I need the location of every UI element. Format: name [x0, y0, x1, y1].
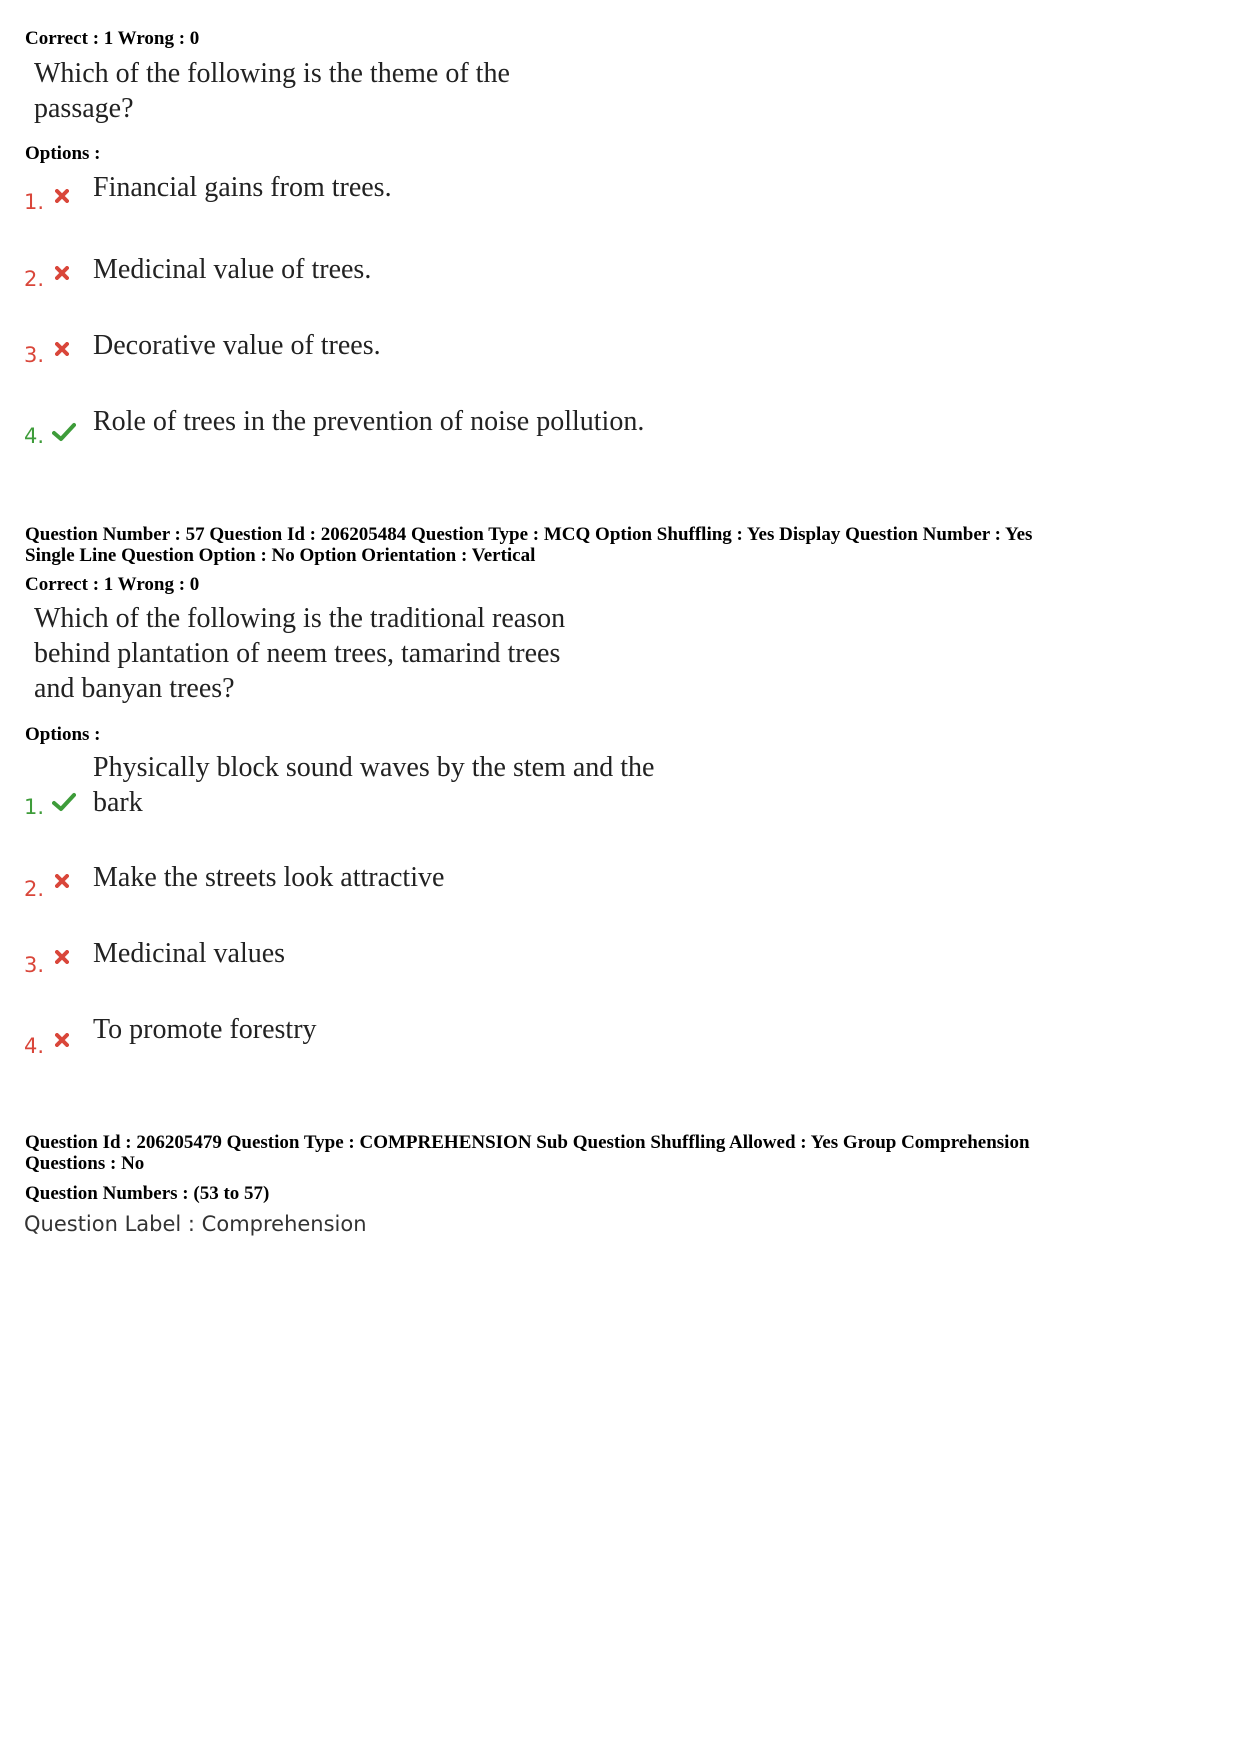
option-text: Make the streets look attractive: [93, 862, 445, 893]
options-label: Options :: [25, 143, 101, 164]
wrong-cross-icon: [55, 266, 69, 280]
wrong-cross-icon: [55, 1033, 69, 1047]
correct-check-icon: [52, 792, 76, 812]
option-number: 1.: [24, 190, 45, 214]
option-number: 1.: [24, 795, 45, 819]
question-text: Which of the following is the theme of the passage?: [34, 58, 510, 124]
option-text: Financial gains from trees.: [93, 172, 392, 203]
option-text: Decorative value of trees.: [93, 330, 381, 361]
question-meta: Question Number : 57 Question Id : 206205484 Question Type : MCQ Option Shuffling : Yes Display Question Number : Yes Single Line Question Option : No Option Orientation : Vertical: [25, 524, 1033, 566]
wrong-cross-icon: [55, 342, 69, 356]
option-text: To promote forestry: [93, 1014, 317, 1045]
option-text: Physically block sound waves by the stem and the bark: [93, 752, 655, 818]
wrong-cross-icon: [55, 950, 69, 964]
wrong-cross-icon: [55, 874, 69, 888]
comprehension-meta: Question Id : 206205479 Question Type : COMPREHENSION Sub Question Shuffling Allowed : Yes Group Comprehension Questions : No: [25, 1132, 1030, 1174]
score-line: Correct : 1 Wrong : 0: [25, 574, 200, 595]
option-text: Role of trees in the prevention of noise pollution.: [93, 406, 645, 437]
option-number: 2.: [24, 877, 45, 901]
option-number: 2.: [24, 267, 45, 291]
wrong-cross-icon: [55, 189, 69, 203]
correct-check-icon: [52, 422, 76, 442]
option-number: 3.: [24, 953, 45, 977]
score-line: Correct : 1 Wrong : 0: [25, 28, 200, 49]
option-text: Medicinal value of trees.: [93, 254, 372, 285]
question-text: Which of the following is the traditional reason behind plantation of neem trees, tamarind trees and banyan trees?: [34, 603, 566, 704]
option-number: 4.: [24, 1034, 45, 1058]
option-text: Medicinal values: [93, 938, 286, 969]
option-number: 4.: [24, 424, 45, 448]
question-label: Question Label : Comprehension: [24, 1212, 367, 1236]
question-numbers: Question Numbers : (53 to 57): [25, 1183, 270, 1204]
option-number: 3.: [24, 343, 45, 367]
options-label: Options :: [25, 724, 101, 745]
